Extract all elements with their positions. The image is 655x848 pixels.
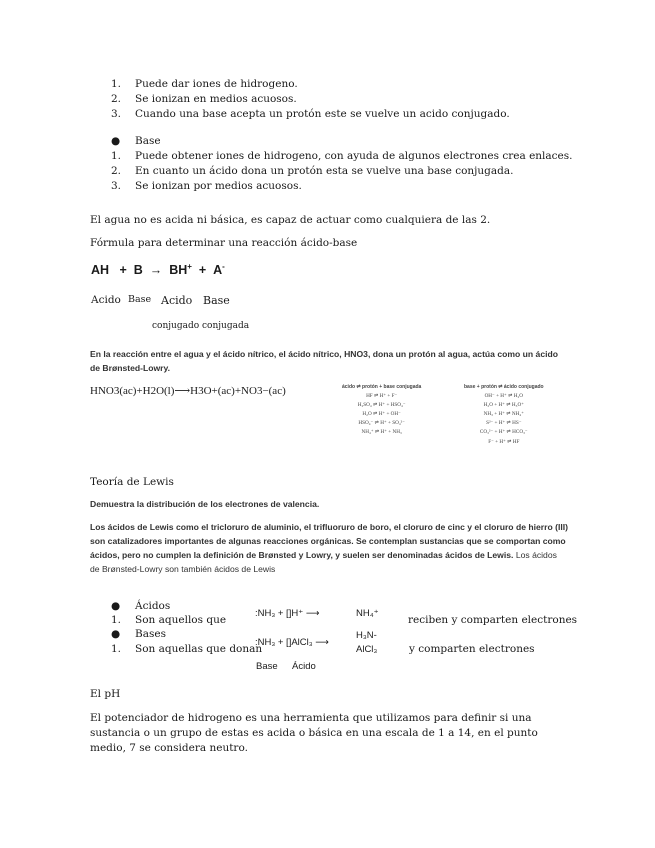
lewis-base-equation: :NH₃ + []AlCl₃ ⟶ (255, 637, 329, 648)
eq-sublabel-conjugado: conjugado (152, 321, 200, 331)
lewis-base-tail: y comparten electrones (409, 643, 535, 655)
list-item: 3. Cuando una base acepta un protón este se vuelve un acido conjugado. (111, 108, 510, 120)
lewis-acids-heading: ● Ácidos (111, 600, 171, 612)
conjugate-base-table: ácido ⇌ protón + base conjugada HF ⇌ H⁺ + F⁻ H₂SO₄ ⇌ H⁺ + HSO₄⁻ H₂O ⇌ H⁺ + OH⁻ HSO₄⁻ ⇌ H⁺ + SO₄²⁻ NH₄⁺ ⇌ H⁺ + NH₃ (342, 384, 422, 436)
lewis-label-acido: Ácido (292, 661, 316, 672)
conjugate-acid-table: base + protón ⇌ ácido conjugado OH⁻ + H⁺ ⇌ H₂O H₂O + H⁺ ⇌ H₃O⁺ NH₃ + H⁺ ⇌ NH₄⁺ S²⁻ + H⁺ ⇌ HS⁻ CO₃²⁻ + H⁺ ⇌ HCO₃⁻ F⁻ + H⁺ ⇌ HF (464, 384, 544, 445)
list-item: 1. Puede dar iones de hidrogeno. (111, 78, 298, 90)
arrow-icon: → (149, 263, 163, 278)
lewis-label-base: Base (256, 661, 278, 672)
lewis-acids-item: 1. Son aquellos que (111, 614, 227, 626)
paragraph-water: El agua no es acida ni básica, es capaz de actuar como cualquiera de las 2. (90, 214, 491, 226)
formula-title: Fórmula para determinar una reacción ácido-base (90, 237, 358, 249)
numbered-list-acids (111, 77, 510, 122)
lewis-base-product: H₃N- AlCl₃ (356, 630, 378, 655)
list-item: 1. Puede obtener iones de hidrogeno, con ayuda de algunos electrones crea enlaces. (111, 150, 573, 162)
numbered-list-bases (111, 134, 573, 194)
ph-paragraph: El potenciador de hidrogeno es una herramienta que utilizamos para definir si una sustancia o un grupo de estas es acida o básica en una escala de 1 a 14, en el punto medio, 7 se considera neutro. (90, 712, 538, 754)
list-item: 3. Se ionizan por medios acuosos. (111, 180, 302, 192)
ph-title: El pH (90, 688, 121, 700)
lewis-acid-tail: reciben y comparten electrones (408, 614, 578, 626)
eq-label-acido-2: Acido (161, 294, 193, 307)
list-item: 2. En cuanto un ácido dona un protón esta se vuelve una base conjugada. (111, 165, 514, 177)
eq-label-base: Base (128, 294, 152, 305)
lewis-bases-item: 1. Son aquellas que donan (111, 643, 263, 655)
nitric-acid-equation: HNO3(ac)+H2O(l)⟶H3O+(ac)+NO3−(ac) (90, 385, 286, 397)
acid-base-equation: AH + B → BH+ + A- (91, 262, 225, 278)
bullet-icon: ● (111, 135, 121, 147)
bullet-icon: ● (111, 600, 121, 612)
lewis-paragraph: Los ácidos de Lewis como el tricloruro de aluminio, el trifluoruro de boro, el cloruro de cinc y el cloruro de hierro (III) son catalizadores importantes de algunas reacciones orgánicas. Se contemplan sustancias que se comportan como ácidos, pero no cumplen la definición de Brønsted y Lowry, y suelen ser denominadas ácidos de Lewis. Los ácidos de Brønsted-Lowry son también ácidos de Lewis (90, 522, 568, 574)
eq-label-base-2: Base (203, 294, 230, 307)
lewis-acid-equation: :NH₃ + []H⁺ ⟶ (255, 608, 320, 619)
lewis-acid-product: NH₄⁺ (356, 608, 379, 619)
bullet-icon: ● (111, 628, 121, 640)
eq-label-acido: Acido (91, 294, 121, 306)
lewis-title: Teoría de Lewis (90, 476, 174, 488)
lewis-bases-heading: ● Bases (111, 628, 166, 640)
list-item: 2. Se ionizan en medios acuosos. (111, 93, 297, 105)
nitric-acid-paragraph: En la reacción entre el agua y el ácido nítrico, el ácido nítrico, HNO3, dona un protón al agua, actúa como un ácido de Brønsted-Lowry. (90, 349, 558, 373)
lewis-subtitle: Demuestra la distribución de los electrones de valencia. (90, 499, 320, 509)
bullet-item: ● Base (111, 135, 161, 147)
eq-sublabel-conjugada: conjugada (202, 321, 250, 331)
